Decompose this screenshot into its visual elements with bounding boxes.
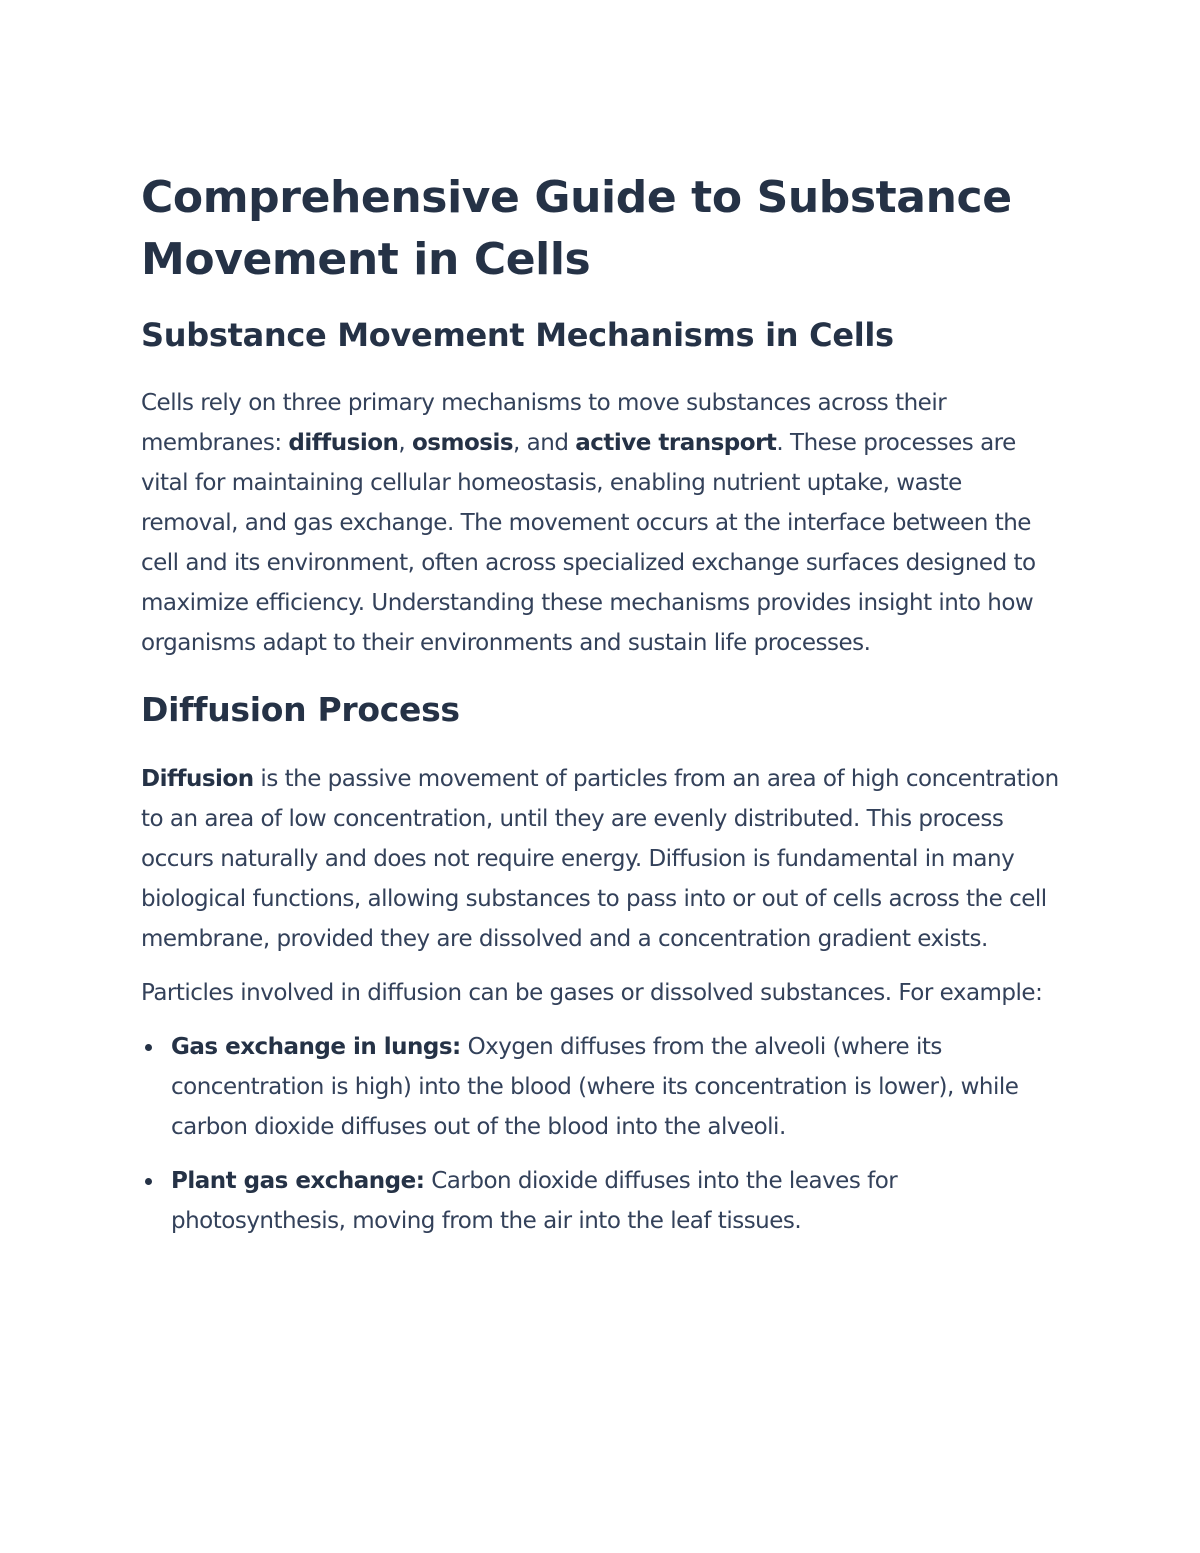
list-item: [171, 1027, 1060, 1147]
intro-text-4: . These processes are vital for maintaining cellular homeostasis, enabling nutrient uptake, waste removal, and gas exchange. The movement occurs at the interface between the cell and its environment, often across specialized exchange surfaces designed to maximize efficiency. Understanding these mechanisms provides insight into how organisms adapt to their environments and sustain life processes.: [141, 430, 1036, 656]
bullet-icon: [145, 1044, 152, 1051]
intro-text-3: , and: [513, 430, 576, 456]
diffusion-examples-list: [141, 1027, 1060, 1241]
intro-text-1: Cells rely on three primary mechanisms to move substances across their membranes:: [141, 390, 947, 456]
term-diffusion: diffusion: [288, 430, 399, 456]
section-heading-diffusion: Diffusion Process: [141, 690, 460, 729]
example-label: Gas exchange in lungs:: [171, 1034, 461, 1060]
intro-text-2: ,: [398, 430, 412, 456]
diffusion-definition-text: is the passive movement of particles from an area of high concentration to an area of low concentration, until they are evenly distributed. This process occurs naturally and does not require energy. Diffusion is fundamental in many biological functions, allowing substances to pass into or out of cells across the cell membrane, provided they are dissolved and a concentration gradient exists.: [141, 766, 1059, 952]
term-active-transport: active transport: [575, 430, 777, 456]
example-text: Oxygen diffuses from the alveoli (where its concentration is high) into the blood (where its concentration is lower), while carbon dioxide diffuses out of the blood into the alveoli.: [171, 1034, 1019, 1140]
example-text: Carbon dioxide diffuses into the leaves for photosynthesis, moving from the air into the leaf tissues.: [171, 1168, 898, 1234]
example-label: Plant gas exchange:: [171, 1168, 425, 1194]
term-osmosis: osmosis: [412, 430, 514, 456]
section-heading-mechanisms: Substance Movement Mechanisms in Cells: [141, 316, 894, 354]
bullet-icon: [145, 1178, 152, 1185]
diffusion-particles-paragraph: Particles involved in diffusion can be gases or dissolved substances. For example:: [141, 980, 1043, 1006]
document-title: Comprehensive Guide to Substance Movement in Cells: [141, 172, 1012, 285]
list-item: [171, 1161, 1060, 1241]
term-diffusion-definition: Diffusion: [141, 766, 254, 792]
diffusion-definition-paragraph: [141, 759, 1060, 959]
intro-paragraph: [141, 383, 1060, 663]
